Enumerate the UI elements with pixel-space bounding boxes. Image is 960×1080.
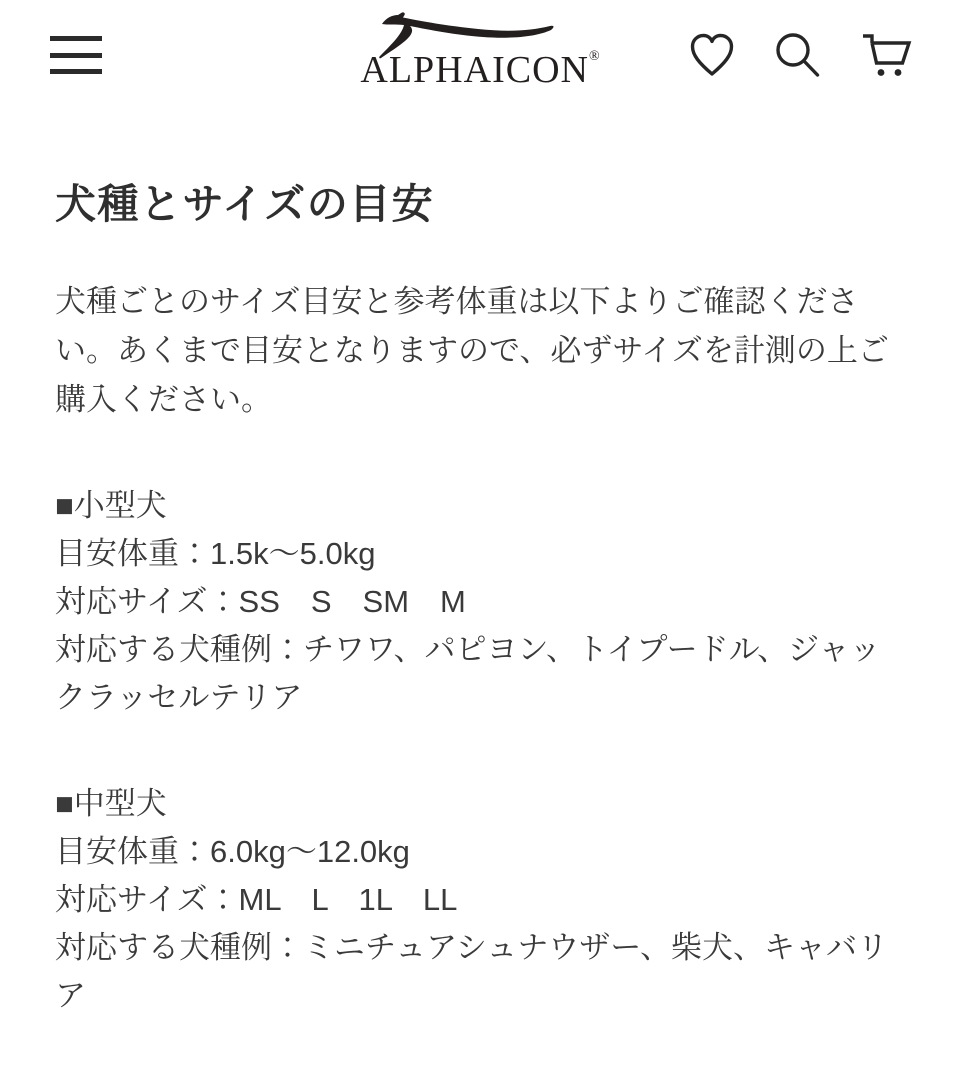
breeds-value: ミニチュアシュナウザー、柴犬、キャバリア	[55, 930, 888, 1013]
weight-value: 6.0kg～12.0kg	[210, 834, 410, 869]
sizes-label: 対応サイズ：	[55, 584, 239, 619]
registered-trademark: ®	[588, 49, 600, 64]
sizes-label: 対応サイズ：	[55, 882, 239, 917]
brand-wordmark: ALPHAICON®	[360, 49, 600, 91]
brand-logo[interactable]	[350, 12, 610, 92]
breeds-label: 対応する犬種例：	[55, 930, 303, 965]
menu-hamburger-icon[interactable]	[50, 36, 102, 74]
medium-dog-section	[55, 780, 905, 1020]
cart-icon[interactable]	[858, 32, 914, 78]
header-actions	[688, 30, 914, 80]
small-dog-sizes-row	[55, 578, 905, 626]
intro-text: 犬種ごとのサイズ目安と参考体重は以下よりご確認ください。あくまで目安となりますので、必ずサイズを計測の上ご購入ください。	[55, 284, 889, 417]
site-header	[0, 0, 960, 118]
medium-dog-weight-row	[55, 828, 905, 876]
size-guide-content	[0, 180, 960, 1020]
breeds-value: チワワ、パピヨン、トイプードル、ジャックラッセルテリア	[55, 632, 881, 715]
weight-label: 目安体重：	[55, 536, 210, 571]
hamburger-bar	[50, 69, 102, 74]
wishlist-heart-icon[interactable]	[688, 32, 736, 79]
weight-label: 目安体重：	[55, 834, 210, 869]
hamburger-bar	[50, 53, 102, 58]
search-icon[interactable]	[772, 30, 822, 80]
medium-dog-sizes-row	[55, 876, 905, 924]
medium-dog-heading: ■中型犬	[55, 786, 167, 821]
small-dog-weight-row	[55, 530, 905, 578]
breeds-label: 対応する犬種例：	[55, 632, 303, 667]
page-title: 犬種とサイズの目安	[55, 181, 435, 227]
sizes-value: ML L 1L LL	[238, 882, 458, 917]
sizes-value: SS S SM M	[238, 584, 466, 619]
small-dog-heading: ■小型犬	[55, 488, 167, 523]
small-dog-breeds-row	[55, 626, 905, 722]
medium-dog-breeds-row	[55, 924, 905, 1020]
hamburger-bar	[50, 36, 102, 41]
weight-value: 1.5k～5.0kg	[210, 536, 376, 571]
small-dog-section	[55, 482, 905, 722]
